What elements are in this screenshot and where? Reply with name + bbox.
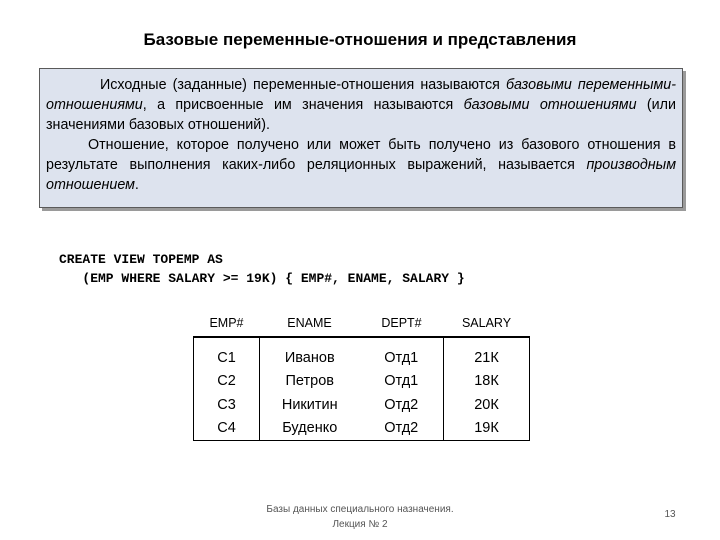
code-line: (EMP WHERE SALARY >= 19K) { EMP#, ENAME, SALARY } (59, 271, 465, 286)
page-number: 13 (664, 509, 676, 520)
definition-text: Отношение, которое получено или может быть получено из базового отношения в результате выполнения каких-либо реляционных выражений, называется (46, 137, 676, 173)
table-cell: Петров (260, 370, 360, 394)
definition-text: Исходные (заданные) переменные-отношения называются (100, 77, 506, 93)
table-cell: С3 (194, 393, 260, 417)
table-header-row (194, 310, 530, 337)
table-row (194, 370, 530, 394)
column-header-dept: DEPT# (360, 310, 444, 337)
term-base-relvars: базовыми переменными-отношениями (46, 77, 677, 113)
table-cell: Буденко (260, 417, 360, 441)
table-cell: Отд1 (384, 373, 419, 390)
table-cell: С1 (194, 337, 260, 370)
footer-lecture: Лекция № 2 (332, 519, 388, 530)
table-cell: С2 (194, 370, 260, 394)
term-base-relations: базовыми отношениями (463, 97, 637, 113)
table-cell: С4 (194, 417, 260, 441)
slide-footer (210, 502, 510, 532)
column-header-ename: ENAME (260, 310, 360, 337)
table-cell: Никитин (260, 393, 360, 417)
code-line: CREATE VIEW TOPEMP AS (59, 252, 223, 267)
relation-table (193, 310, 530, 441)
definition-text: . (134, 177, 139, 193)
column-header-salary: SALARY (444, 310, 530, 337)
table-row (194, 337, 530, 370)
definition-box (39, 68, 683, 208)
definition-text: , а присвоенные им значения называются (142, 97, 464, 113)
definition-paragraph-1 (46, 75, 676, 135)
table-row (194, 417, 530, 441)
footer-course: Базы данных специального назначения. (266, 504, 454, 515)
table-cell: 18К (444, 370, 530, 394)
table-row (194, 393, 530, 417)
table-cell: Отд2 (360, 417, 444, 441)
code-block (59, 250, 465, 288)
table-cell: Иванов (260, 337, 360, 370)
column-header-emp: EMP# (194, 310, 260, 337)
table-cell: 20К (444, 393, 530, 417)
table-cell: Отд2 (384, 396, 419, 413)
table-cell: Отд1 (384, 349, 419, 366)
table-cell: 21К (444, 337, 530, 370)
slide-title: Базовые переменные-отношения и представления (143, 30, 577, 49)
definition-paragraph-2 (46, 135, 676, 195)
term-derived-relation: производным отношением (46, 157, 676, 193)
definition-text: (или значениями базовых отношений). (46, 97, 676, 133)
table-cell: 19К (444, 417, 530, 441)
